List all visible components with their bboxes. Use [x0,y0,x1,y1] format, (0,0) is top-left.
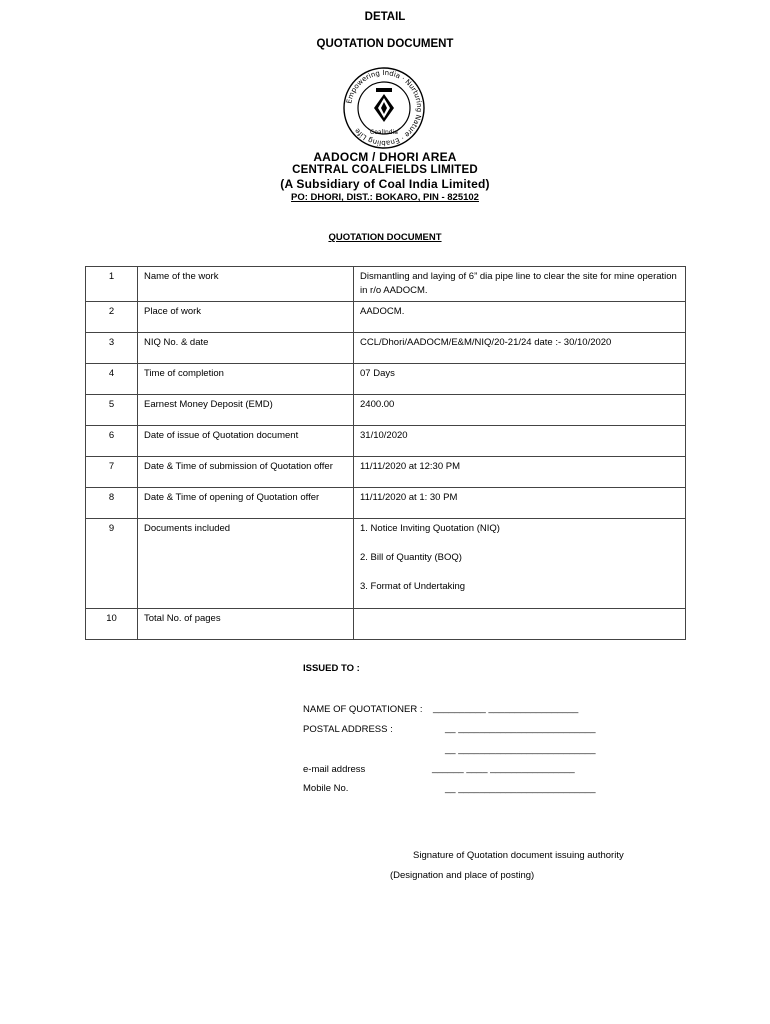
table-row [86,267,686,302]
logo-emblem [374,88,394,122]
table-row [86,488,686,519]
row-value: AADOCM. [354,302,686,333]
table-row [86,426,686,457]
detail-heading: DETAIL [364,11,406,23]
row-value: 11/11/2020 at 1: 30 PM [354,488,686,519]
row-number: 10 [86,609,138,640]
document-item: 2. Bill of Quantity (BOQ) [360,552,462,563]
row-number: 3 [86,333,138,364]
row-label: Total No. of pages [138,609,354,640]
designation-line: (Designation and place of posting) [390,870,535,881]
row-number: 7 [86,457,138,488]
table-row [86,364,686,395]
row-number: 2 [86,302,138,333]
row-value: 2400.00 [354,395,686,426]
row-value: 11/11/2020 at 12:30 PM [354,457,686,488]
document-item: 3. Format of Undertaking [360,581,466,592]
row-label: Date & Time of submission of Quotation offer [138,457,354,488]
table-row [86,609,686,640]
row-number: 1 [86,267,138,302]
row-label: Date & Time of opening of Quotation offer [138,488,354,519]
logo-arc-text: Empowering India · Nurturing Nature · Enabling Life [345,68,424,148]
org-address: PO: DHORI, DIST.: BOKARO, PIN - 825102 [291,192,479,203]
row-number: 9 [86,519,138,609]
issued-to-heading: ISSUED TO : [303,663,360,674]
mobile-label: Mobile No. [303,783,349,794]
postal-address-blank-2: __ __________________________ [445,744,596,755]
documents-list [354,519,686,609]
table-row [86,333,686,364]
row-label: Date of issue of Quotation document [138,426,354,457]
logo-brand-text: CoalIndia [370,129,398,136]
table-row [86,395,686,426]
row-number: 5 [86,395,138,426]
row-value: Dismantling and laying of 6” dia pipe line to clear the site for mine operation in r/o AADOCM. [354,267,686,302]
table-row [86,457,686,488]
row-label: Earnest Money Deposit (EMD) [138,395,354,426]
row-label: NIQ No. & date [138,333,354,364]
document-item: 1. Notice Inviting Quotation (NIQ) [360,523,500,534]
quotationer-name-label: NAME OF QUOTATIONER : [303,704,423,715]
mobile-blank: __ __________________________ [445,783,596,794]
email-blank: ______ ____ ________________ [432,763,575,774]
row-value [354,609,686,640]
quotationer-name-blank: __________ _________________ [433,703,579,714]
row-number: 4 [86,364,138,395]
postal-address-label: POSTAL ADDRESS : [303,724,393,735]
row-value: 31/10/2020 [354,426,686,457]
quotation-details-table [85,266,686,640]
org-area: AADOCM / DHORI AREA [313,150,457,164]
org-subsidiary: (A Subsidiary of Coal India Limited) [280,177,490,191]
table-row [86,519,686,609]
section-title: QUOTATION DOCUMENT [328,232,442,243]
row-label: Name of the work [138,267,354,302]
row-value: 07 Days [354,364,686,395]
row-number: 8 [86,488,138,519]
row-number: 6 [86,426,138,457]
row-label: Place of work [138,302,354,333]
table-row [86,302,686,333]
document-title: QUOTATION DOCUMENT [316,38,454,50]
row-value: CCL/Dhori/AADOCM/E&M/NIQ/20-21/24 date :- 30/10/2020 [354,333,686,364]
row-label: Time of completion [138,364,354,395]
postal-address-blank-1: __ __________________________ [445,723,596,734]
row-label: Documents included [138,519,354,609]
coal-india-logo [340,64,428,152]
org-company: CENTRAL COALFIELDS LIMITED [292,164,478,176]
signature-line: Signature of Quotation document issuing authority [413,850,624,861]
email-label: e-mail address [303,764,366,775]
